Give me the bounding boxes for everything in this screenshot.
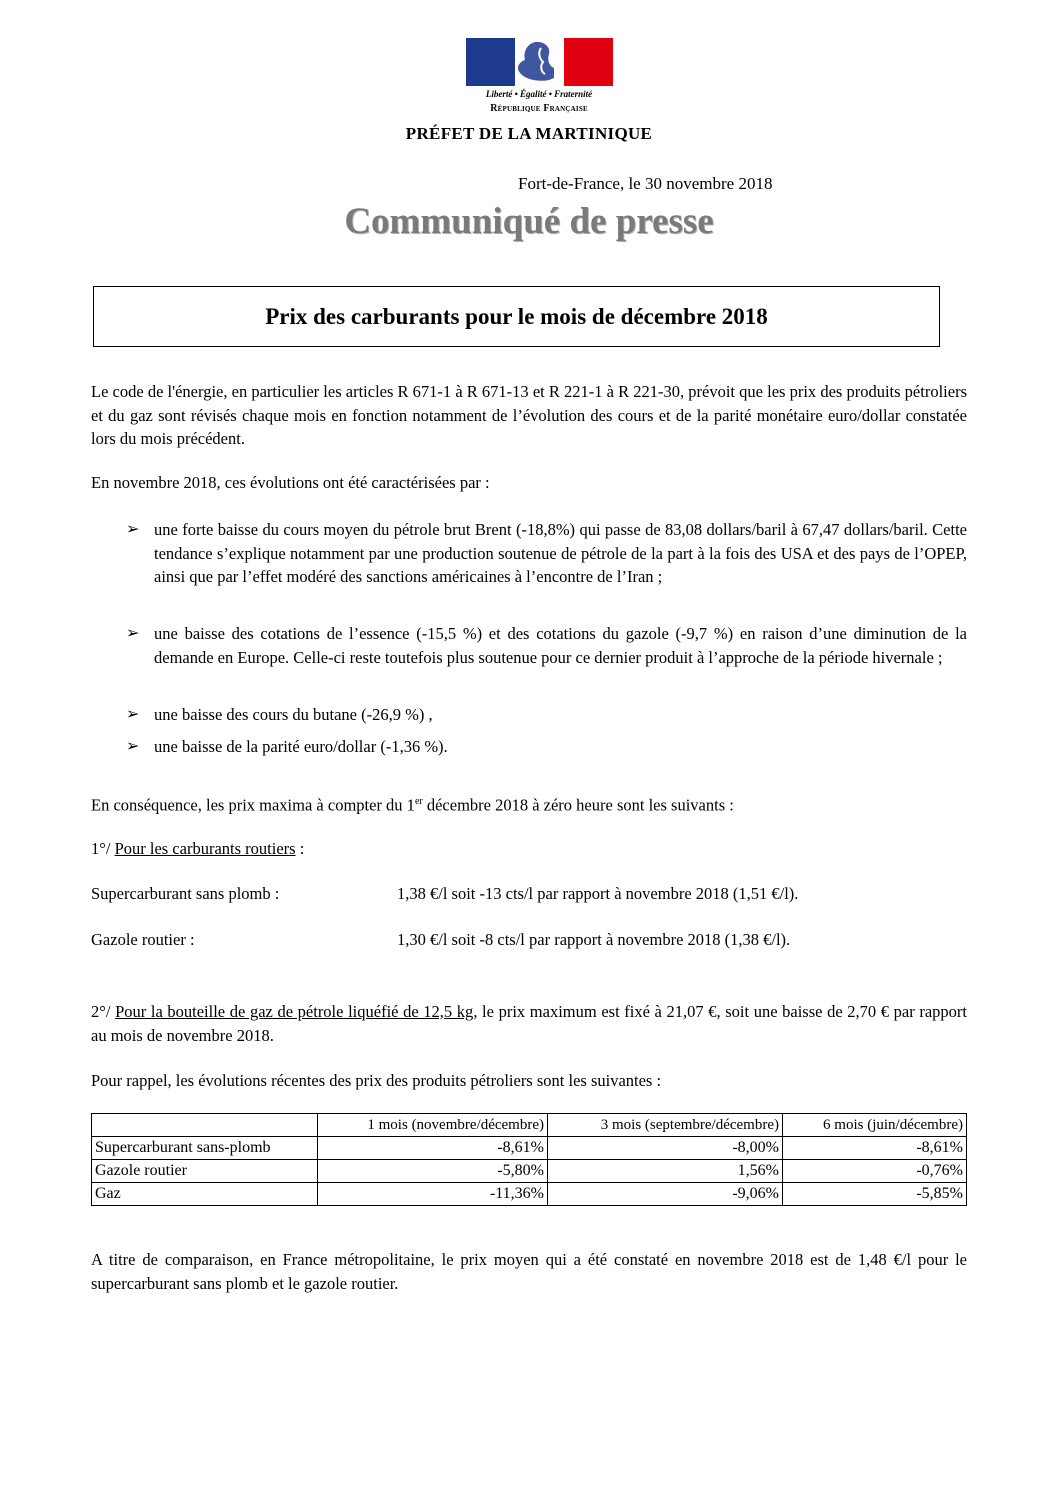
- arrow-bullet-icon: ➢: [126, 706, 140, 723]
- table-row-label: Supercarburant sans-plomb: [92, 1137, 318, 1160]
- table-cell: -5,80%: [318, 1160, 548, 1183]
- table-row: [92, 1160, 967, 1183]
- table-header-cell: 3 mois (septembre/décembre): [548, 1114, 783, 1137]
- table-cell: -0,76%: [783, 1160, 967, 1183]
- fuel-price: 1,38 €/l soit -13 cts/l par rapport à novembre 2018 (1,51 €/l).: [397, 884, 799, 903]
- bullet-text: une baisse de la parité euro/dollar (-1,36 %).: [154, 737, 448, 756]
- gpl-number: 2°/: [91, 1002, 116, 1021]
- table-cell: -8,61%: [783, 1137, 967, 1160]
- table-cell: -11,36%: [318, 1183, 548, 1206]
- table-cell: 1,56%: [548, 1160, 783, 1183]
- communique-heading: Communiqué de presse: [344, 201, 714, 242]
- republique-francaise-logo: [464, 38, 614, 120]
- price-evolution-table: [91, 1113, 967, 1206]
- intro-paragraph: Le code de l'énergie, en particulier les articles R 671-1 à R 671-13 et R 221-1 à R 221-30, prévoit que les prix des produits pétroliers et du gaz sont révisés chaque mois en fonction notamment de l’évolution des cours et de la parité monétaire euro/dollar constatée lors du mois précédent.: [91, 382, 967, 448]
- gpl-label: Pour la bouteille de gaz de pétrole liquéfié de 12,5 kg: [115, 1002, 474, 1021]
- prefet-heading: PRÉFET DE LA MARTINIQUE: [405, 124, 653, 143]
- fuel-name: Supercarburant sans plomb :: [91, 884, 280, 903]
- title-box: [93, 286, 940, 347]
- table-cell: -8,61%: [318, 1137, 548, 1160]
- section-suffix: :: [295, 839, 305, 858]
- consequence-text-after: décembre 2018 à zéro heure sont les suivants :: [422, 795, 734, 815]
- section-number: 1°/: [91, 839, 115, 858]
- bullet-text: une baisse des cours du butane (-26,9 %) ,: [154, 705, 433, 724]
- comparison-paragraph: A titre de comparaison, en France métropolitaine, le prix moyen qui a été constaté en novembre 2018 est de 1,48 €/l pour le supercarburant sans plomb et le gazole routier.: [91, 1250, 967, 1293]
- marianne-profile-icon: [505, 38, 554, 86]
- arrow-bullet-icon: ➢: [126, 625, 140, 642]
- arrow-bullet-icon: ➢: [126, 521, 140, 538]
- table-row-label: Gazole routier: [92, 1160, 318, 1183]
- table-cell: -5,85%: [783, 1183, 967, 1206]
- november-intro: En novembre 2018, ces évolutions ont été caractérisées par :: [91, 473, 490, 492]
- document-title: Prix des carburants pour le mois de décembre 2018: [265, 303, 768, 329]
- bullet-text: une forte baisse du cours moyen du pétrole brut Brent (-18,8%) qui passe de 83,08 dollars/baril à 67,47 dollars/baril. Cette tendance s’explique notamment par une production soutenue de pétrole de la part à la fois des USA et des pays de l’OPEP, ainsi que par l’effet modéré des sanctions américaines à l’encontre de l’Iran ;: [154, 520, 967, 586]
- table-header-cell: 1 mois (novembre/décembre): [318, 1114, 548, 1137]
- dateline: Fort-de-France, le 30 novembre 2018: [518, 174, 773, 193]
- consequence-superscript: er: [414, 796, 423, 807]
- table-row: [92, 1183, 967, 1206]
- consequence-paragraph: [91, 790, 967, 817]
- consequence-text-before: En conséquence, les prix maxima à compter du 1: [91, 795, 415, 815]
- table-cell: -9,06%: [548, 1183, 783, 1206]
- table-row: [92, 1137, 967, 1160]
- table-header-cell: 6 mois (juin/décembre): [783, 1114, 967, 1137]
- section-road-fuels-heading: [91, 837, 304, 861]
- section-label: Pour les carburants routiers: [114, 839, 296, 858]
- rappel-paragraph: Pour rappel, les évolutions récentes des prix des produits pétroliers sont les suivantes :: [91, 1071, 662, 1090]
- fuel-price: 1,30 €/l soit -8 cts/l par rapport à novembre 2018 (1,38 €/l).: [397, 930, 791, 949]
- fuel-name: Gazole routier :: [91, 930, 195, 949]
- gpl-paragraph: [91, 1000, 967, 1047]
- table-header-cell: [92, 1114, 318, 1137]
- logo-republique-francaise: République Française: [490, 103, 588, 114]
- tricolor-flag-icon: [466, 38, 613, 86]
- bullet-text: une baisse des cotations de l’essence (-15,5 %) et des cotations du gazole (-9,7 %) en raison d’une diminution de la demande en Europe. Celle-ci reste toutefois plus soutenue pour ce dernier produit à l’approche de la période hivernale ;: [154, 624, 967, 667]
- table-row-label: Gaz: [92, 1183, 318, 1206]
- arrow-bullet-icon: ➢: [126, 738, 140, 755]
- gpl-text: , le prix maximum est fixé à 21,07 €, soit une baisse de 2,70 € par rapport au mois de novembre 2018.: [91, 1002, 968, 1045]
- logo-motto: Liberté • Égalité • Fraternité: [485, 89, 593, 99]
- table-cell: -8,00%: [548, 1137, 783, 1160]
- table-header-row: [92, 1114, 967, 1137]
